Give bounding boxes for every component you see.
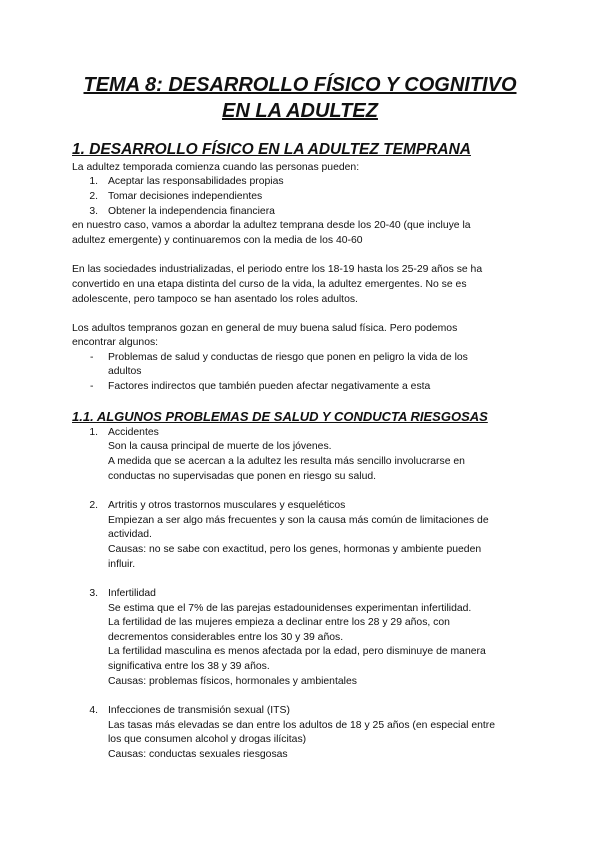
list-number: 2. (89, 500, 98, 511)
item-title: Infecciones de transmisión sexual (ITS) (108, 705, 290, 716)
list-number: 3. (89, 206, 98, 217)
list-item: Tomar decisiones independientes (108, 191, 263, 202)
item-line: Son la causa principal de muerte de los jóvenes. (108, 441, 332, 452)
paragraph-line: adultez emergente) y continuaremos con la media de los 40-60 (72, 235, 363, 246)
item-line: A medida que se acercan a la adultez les resulta más sencillo involucrarse en (108, 456, 465, 467)
paragraph-line: Los adultos tempranos gozan en general de muy buena salud física. Pero podemos (72, 323, 458, 334)
item-line: significativa entre los 38 y 39 años. (108, 661, 270, 672)
document-title-line-1: TEMA 8: DESARROLLO FÍSICO Y COGNITIVO (83, 74, 517, 96)
item-title: Infertilidad (108, 588, 156, 599)
list-item: Aceptar las responsabilidades propias (108, 176, 284, 187)
item-line: Causas: conductas sexuales riesgosas (108, 749, 288, 760)
item-line: La fertilidad masculina es menos afectada por la edad, pero disminuye de manera (108, 646, 486, 657)
item-title: Artritis y otros trastornos musculares y esqueléticos (108, 500, 346, 511)
bullet-mark: - (90, 381, 94, 392)
paragraph-line: convertido en una etapa distinta del curso de la vida, la adultez emergentes. No se es (72, 279, 467, 290)
item-line: Causas: no se sabe con exactitud, pero los genes, hormonas y ambiente pueden (108, 544, 482, 555)
bullet-text: adultos (108, 366, 142, 377)
item-title: Accidentes (108, 427, 159, 438)
item-line: La fertilidad de las mujeres empieza a declinar entre los 28 y 29 años, con (108, 617, 450, 628)
item-line: los que consumen alcohol y drogas ilícitas) (108, 734, 307, 745)
list-number: 2. (89, 191, 98, 202)
item-line: decrementos considerables entre los 30 y 39 años. (108, 632, 344, 643)
item-line: influir. (108, 559, 136, 570)
bullet-mark: - (90, 352, 94, 363)
item-line: actividad. (108, 529, 152, 540)
paragraph-line: En las sociedades industrializadas, el periodo entre los 18-19 hasta los 25-29 años se ha (72, 264, 483, 275)
section-1-1-heading: 1.1. ALGUNOS PROBLEMAS DE SALUD Y CONDUCTA RIESGOSAS (72, 409, 488, 424)
section-1-heading: 1. DESARROLLO FÍSICO EN LA ADULTEZ TEMPRANA (72, 141, 471, 158)
list-item: Obtener la independencia financiera (108, 206, 275, 217)
item-line: Empiezan a ser algo más frecuentes y son la causa más común de limitaciones de (108, 515, 489, 526)
document-title-line-2: EN LA ADULTEZ (222, 100, 378, 122)
paragraph-line: encontrar algunos: (72, 337, 159, 348)
bullet-text: Factores indirectos que también pueden afectar negativamente a esta (108, 381, 431, 392)
section-1-intro: La adultez temporada comienza cuando las personas pueden: (72, 162, 360, 173)
bullet-text: Problemas de salud y conductas de riesgo que ponen en peligro la vida de los (108, 352, 468, 363)
list-number: 1. (89, 176, 98, 187)
item-line: Causas: problemas físicos, hormonales y ambientales (108, 676, 357, 687)
item-line: conductas no supervisadas que ponen en riesgo su salud. (108, 471, 377, 482)
paragraph-line: en nuestro caso, vamos a abordar la adultez temprana desde los 20-40 (que incluye la (72, 220, 471, 231)
list-number: 1. (89, 427, 98, 438)
item-line: Las tasas más elevadas se dan entre los adultos de 18 y 25 años (en especial entre (108, 720, 496, 731)
paragraph-line: adolescente, pero tampoco se han asentado los roles adultos. (72, 294, 358, 305)
list-number: 4. (89, 705, 98, 716)
list-number: 3. (89, 588, 98, 599)
item-line: Se estima que el 7% de las parejas estadounidenses experimentan infertilidad. (108, 603, 472, 614)
